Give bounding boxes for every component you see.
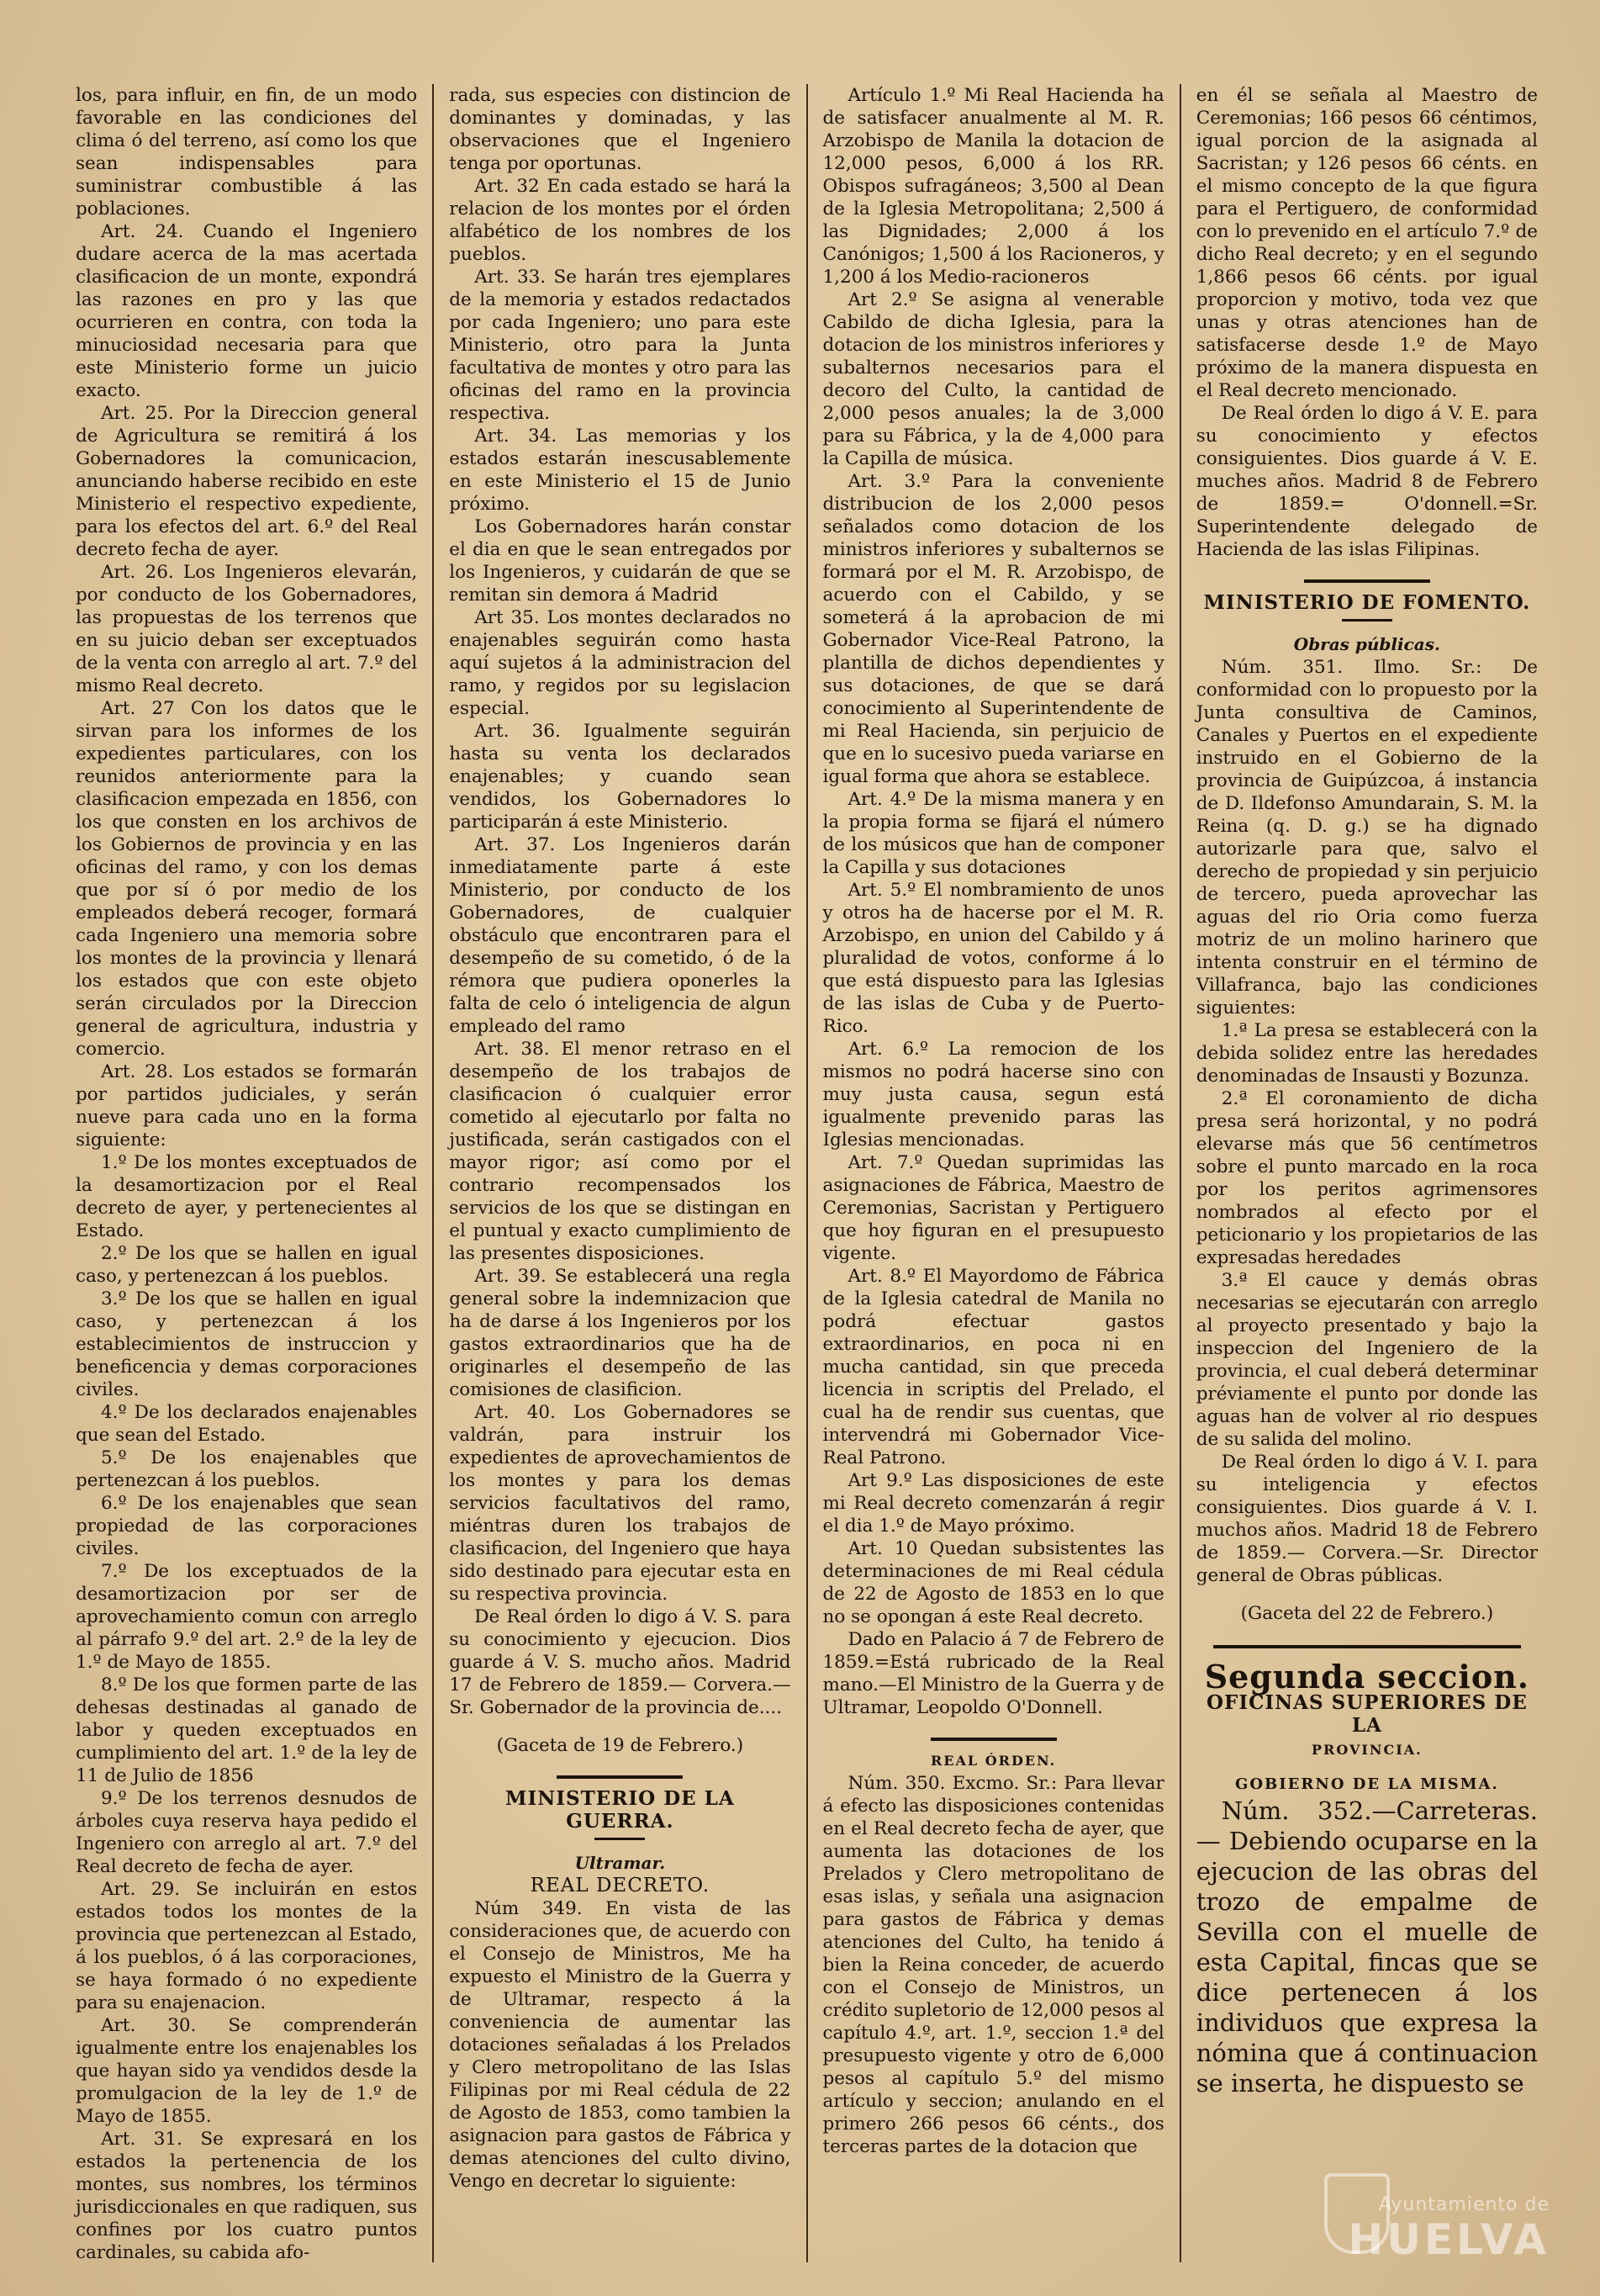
column-3-paragraphs-a [823,84,1164,1719]
gaceta-note-2: (Gaceta del 22 de Febrero.) [1240,1603,1494,1624]
paragraph: Art. 7.º Quedan suprimidas las asignaciones de Fábrica, Maestro de Ceremonias, Sacristan y Pertiguero que hoy figuran en el presupuesto vigente. [822,1152,1164,1264]
paragraph: Art 2.º Se asigna al venerable Cabildo de dicha Iglesia, para la dotacion de los ministros inferiores y subalternos necesarios para el decoro del Culto, la cantidad de 2,000 pesos anuales; la de 3,000 para su Fábrica, y la de 4,000 para la Capilla de música. [822,289,1164,469]
column-3-paragraphs-b [823,1772,1164,2158]
divider [557,1775,683,1779]
paragraph: Art. 30. Se comprenderán igualmente entre los enajenables los que hayan sido ya vendidos desde la promulgacion de la ley de 1.º de Mayo de 1855. [76,2015,418,2127]
paragraph: Art 9.º Las disposiciones de este mi Real decreto comenzarán á regir el dia 1.º de Mayo próximo. [822,1470,1164,1537]
paragraph: Art 35. Los montes declarados no enajenables seguirán como hasta aquí sujetos á la administracion del ramo, y regidos por su legislacion especial. [449,607,791,719]
paragraph: Dado en Palacio á 7 de Febrero de 1859.=Está rubricado de la Real mano.—El Ministro de la Guerra y de Ultramar, Leopoldo O'Donnell. [822,1629,1164,1718]
paragraph: Núm 349. En vista de las consideraciones que, de acuerdo con el Consejo de Ministros, Me ha expuesto el Ministro de la Guerra y de Ultramar, respecto á la conveniencia de aumentar las dotaciones señaladas á los Prelados y Clero metropolitano de las Islas Filipinas por mi Real cédula de 22 de Agosto de 1853, como tambien la asignacion para gastos de Fábrica y demas atenciones del culto divino, Vengo en decretar lo siguiente: [449,1898,791,2192]
watermark-big: HUELVA [1348,2215,1550,2264]
paragraph: Art. 10 Quedan subsistentes las determinaciones de mi Real cédula de 22 de Agosto de 1853 en lo que no se opongan á este Real decreto. [822,1538,1164,1627]
gaceta-note-1: (Gaceta de 19 de Febrero.) [496,1735,744,1756]
column-2-paragraphs-a [449,84,790,1719]
paragraph: Art. 27 Con los datos que le sirvan para los informes de los expedientes particulares, con los reunidos anteriormente para la clasificacion empezada en 1856, con los que consten en los archivos de los Gobiernos de provincia y en las oficinas del ramo, y con los demas que por sí ó por medio de los empleados deberá recoger, formará cada Ingeniero una memoria sobre los montes de la provincia y llenará los estados que con este objeto serán circulados por la Direccion general de agricultura, industria y comercio. [76,698,418,1060]
paragraph: Art. 28. Los estados se formarán por partidos judiciales, y serán nueve para cada uno en la forma siguiente: [76,1061,418,1151]
paragraph: Art. 37. Los Ingenieros darán inmediatamente parte á este Ministerio, por conducto de los Gobernadores, de cualquier obstáculo que encontraren para el desempeño de su cometido, ó de la rémora que pudiera oponerles la falta de celo ó inteligencia de algun empleado del ramo [449,834,791,1037]
paragraph: 1.ª La presa se establecerá con la debida solidez entre las heredades denominadas de Insausti y Bozunza. [1196,1020,1538,1087]
column-2 [434,84,807,2262]
column-4-paragraphs-a [1196,84,1538,561]
paragraph: 4.º De los declarados enajenables que sean del Estado. [76,1402,418,1446]
paragraph: Art. 3.º Para la conveniente distribucion de los 2,000 pesos señalados como dotacion de los ministros inferiores y subalternos se formará por el M. R. Arzobispo, de acuerdo con el Cabildo, y se someterá á la aprobacion de mi Gobernador Vice-Real Patrono, la plantilla de dichos dependientes y sus dotaciones, de que se dará conocimiento al Superintendente de mi Real Hacienda, sin perjuicio de que en lo sucesivo pueda variarse en igual forma que ahora se establece. [822,471,1164,787]
paragraph: Artículo 1.º Mi Real Hacienda ha de satisfacer anualmente al M. R. Arzobispo de Manila la dotacion de 12,000 pesos, 6,000 á los RR. Obispos sufragáneos; 3,500 al Dean de la Iglesia Metropolitana; 2,500 á las Dignidades; 2,000 á los Canónigos; 1,500 á los Racioneros, y 1,200 á los Medio-racioneros [822,85,1164,288]
column-4 [1181,84,1553,2262]
paragraph: 1.º De los montes exceptuados de la desamortizacion por el Real decreto de ayer, y pertenecientes al Estado. [76,1152,418,1241]
paragraph: en él se señala al Maestro de Ceremonias; 166 pesos 66 céntimos, igual porcion de la asignada al Sacristan; y 126 pesos 66 cénts. en el mismo concepto de la que figura para el Pertiguero, de conformidad con lo prevenido en el artículo 7.º de dicho Real decreto; y en el segundo 1,866 pesos 66 cénts. por igual proporcion y motivo, toda vez que unas y otras atenciones han de satisfacerse desde 1.º de Mayo próximo de la manera dispuesta en el Real decreto mencionado. [1196,85,1538,401]
paragraph: De Real órden lo digo á V. E. para su conocimiento y efectos consiguientes. Dios guarde á V. E. muches años. Madrid 8 de Febrero de 1859.= O'donnell.=Sr. Superintendente delegado de Hacienda de las islas Filipinas. [1196,403,1538,560]
column-3 [808,84,1181,2262]
paragraph: Art. 34. Las memorias y los estados estarán inescusablemente en este Ministerio el 15 de Junio próximo. [449,426,791,515]
paragraph: 2.º De los que se hallen en igual caso, y pertenezcan á los pueblos. [76,1243,418,1287]
paragraph: los, para influir, en fin, de un modo favorable en las condiciones del clima ó del terreno, así como los que sean indispensables para suministrar combustible á las poblaciones. [76,85,418,220]
watermark-small: Ayuntamiento de [1378,2194,1550,2215]
text-columns [61,84,1553,2262]
watermark [1348,2194,1550,2264]
column-2-paragraphs-b [449,1897,790,2193]
paragraph: 3.º De los que se hallen en igual caso, y pertenezcan á los establecimientos de instruccion y beneficencia y demas corporaciones civiles. [76,1288,418,1400]
paragraph: Art. 31. Se expresará en los estados la pertenencia de los montes, sus nombres, los términos jurisdiccionales en que radiquen, sus confines por los cuatro puntos cardinales, su cabida afo- [76,2129,418,2262]
paragraph: 8.º De los que formen parte de las dehesas destinadas al ganado de labor y queden exceptuados en cumplimiento del art. 1.º de la ley de 11 de Julio de 1856 [76,1674,418,1786]
paragraph: Los Gobernadores harán constar el dia en que le sean entregados por los Ingenieros, y cuidarán de que se remitan sin demora á Madrid [449,516,791,606]
provincia-heading: PROVINCIA. [1312,1742,1423,1758]
carreteras-notice: Núm. 352.—Carreteras.— Debiendo ocuparse en la ejecucion de las obras del trozo de empalme de Sevilla con el muelle de esta Capital, fincas que se dice pertenecen á los individuos que expresa la nómina que á continuacion se inserta, he dispuesto se [1196,1796,1538,2098]
divider-short [1342,619,1392,622]
paragraph: Art. 36. Igualmente seguirán hasta su venta los declarados enajenables; y cuando sean vendidos, los Gobernadores lo participarán á este Ministerio. [449,721,791,833]
oficinas-heading: OFICINAS SUPERIORES DE LA [1206,1691,1528,1737]
paragraph: 7.º De los exceptuados de la desamortizacion por ser de aprovechamiento comun con arreglo al párrafo 9.º del art. 2.º de la ley de 1.º de Mayo de 1855. [76,1561,418,1673]
ultramar-subheading: Ultramar. [574,1853,666,1873]
paragraph: Art. 39. Se establecerá una regla general sobre la indemnizacion que ha de darse á los Ingenieros por los gastos extraordinarios que ha de originarles el desempeño de las comisiones de clasificion. [449,1266,791,1400]
paragraph: 9.º De los terrenos desnudos de árboles cuya reserva haya pedido el Ingeniero con arreglo al art. 7.º del Real decreto de fecha de ayer. [76,1788,418,1877]
divider [931,1738,1057,1741]
column-1 [61,84,434,2262]
paragraph: Art. 32 En cada estado se hará la relacion de los montes por el órden alfabético de los nombres de los pueblos. [449,176,791,265]
paragraph: Art. 8.º El Mayordomo de Fábrica de la Iglesia catedral de Manila no podrá efectuar gastos extraordinarios, en poca ni en mucha cantidad, sin que preceda licencia in scriptis del Prelado, el cual ha de rendir sus cuentas, que intervendrá mi Gobernador Vice-Real Patrono. [822,1266,1164,1468]
paragraph: De Real órden lo digo á V. S. para su conocimiento y ejecucion. Dios guarde á V. S. mucho años. Madrid 17 de Febrero de 1859.— Corvera.— Sr. Gobernador de la provincia de.... [449,1606,791,1718]
real-orden-heading: REAL ÓRDEN. [931,1753,1057,1769]
paragraph: 2.ª El coronamiento de dicha presa será horizontal, y no podrá elevarse más que 56 centímetros sobre el punto marcado en la roca por los peritos agrimensores nombrados al efecto por el peticionario y los propietarios de las expresadas heredades [1196,1088,1538,1268]
paragraph: 3.ª El cauce y demás obras necesarias se ejecutarán con arreglo al proyecto presentado y bajo la inspeccion del Ingeniero de la provincia, el cual deberá determinar préviamente el punto por donde las aguas han de volver al rio despues de su salida del molino. [1196,1270,1538,1450]
obras-publicas-subheading: Obras públicas. [1293,634,1440,654]
segunda-seccion-title: Segunda seccion. [1204,1658,1530,1696]
paragraph: Art. 4.º De la misma manera y en la propia forma se fijará el número de los músicos que han de componer la Capilla y sus dotaciones [822,789,1164,878]
paragraph: Art. 40. Los Gobernadores se valdrán, para instruir los expedientes de aprovechamientos de los montes y para los demas servicios facultativos del ramo, miéntras duren los trabajos de clasificacion, del Ingeniero que haya sido destinado para ejecutar esta en su respectiva provincia. [449,1402,791,1605]
real-decreto-heading: REAL DECRETO. [530,1875,710,1897]
paragraph: 5.º De los enajenables que pertenezcan á los pueblos. [76,1447,418,1491]
divider-full [1213,1645,1521,1648]
paragraph: Art. 33. Se harán tres ejemplares de la memoria y estados redactados por cada Ingeniero; uno para este Ministerio, otro para la Junta facultativa de montes y otro para las oficinas del ramo en la provincia respectiva. [449,267,791,424]
paragraph: De Real órden lo digo á V. I. para su inteligencia y efectos consiguientes. Dios guarde á V. I. muchos años. Madrid 18 de Febrero de 1859.— Corvera.—Sr. Director general de Obras públicas. [1196,1452,1538,1586]
paragraph: Art. 6.º La remocion de los mismos no podrá hacerse sino con muy justa causa, segun está igualmente prevenido paras las Iglesias mencionadas. [822,1039,1164,1151]
column-4-paragraphs-b [1196,656,1538,1587]
paragraph: Art. 38. El menor retraso en el desempeño de los trabajos de clasificacion ó cualquier error cometido al ejecutarlo por falta no justificada, serán castigados con el mayor rigor; así como por el contrario recompensados los servicios de los que se distingan en el puntual y exacto cumplimiento de las presentes disposiciones. [449,1039,791,1264]
ministerio-fomento-heading: MINISTERIO DE FOMENTO. [1203,591,1531,614]
divider [1304,579,1430,583]
paragraph: Núm. 351. Ilmo. Sr.: De conformidad con lo propuesto por la Junta consultiva de Caminos, Canales y Puertos en el expediente instruido en el Gobierno de la provincia de Guipúzcoa, á instancia de D. Ildefonso Amundarain, S. M. la Reina (q. D. g.) se ha dignado autorizarle para que, salvo el derecho de propiedad y sin perjuicio de tercero, pueda aprovechar las aguas del rio Oria como fuerza motriz de un molino harinero que intenta construir en el término de Villafranca, bajo las condiciones siguientes: [1196,657,1538,1018]
divider-short [594,1838,645,1840]
paragraph: Art. 25. Por la Direccion general de Agricultura se remitirá á los Gobernadores la comunicacion, anunciando haberse recibido en este Ministerio el respectivo expediente, para los efectos del art. 6.º del Real decreto fecha de ayer. [76,403,418,560]
paragraph: 6.º De los enajenables que sean propiedad de las corporaciones civiles. [76,1493,418,1559]
paragraph: Núm. 350. Excmo. Sr.: Para llevar á efecto las disposiciones contenidas en el Real decreto fecha de ayer, que aumenta las dotaciones de los Prelados y Clero metropolitano de esas islas, y señala una asignacion para gastos de Fábrica y demas atenciones del Culto, ha tenido á bien la Reina conceder, de acuerdo con el Consejo de Ministros, un crédito supletorio de 12,000 pesos al capítulo 4.º, art. 1.º, seccion 1.ª del presupuesto vigente y otro de 6,000 pesos al capítulo 5.º del mismo artículo y seccion; anulando en el primero 266 pesos 66 cénts., dos terceras partes de la dotacion que [822,1773,1164,2157]
gobierno-heading: GOBIERNO DE LA MISMA. [1235,1775,1499,1793]
paragraph: Art. 26. Los Ingenieros elevarán, por conducto de los Gobernadores, las propuestas de los terrenos que en su juicio deban ser exceptuados de la venta con arreglo al art. 7.º del mismo Real decreto. [76,562,418,696]
ministerio-guerra-heading: MINISTERIO DE LA GUERRA. [505,1787,735,1833]
paragraph: Art. 29. Se incluirán en estos estados todos los montes de la provincia que pertenezcan al Estado, á los pueblos, ó á las corporaciones, se haya formado ó no expediente para su enajenacion. [76,1879,418,2013]
paragraph: rada, sus especies con distincion de dominantes y dominadas, y las observaciones que el Ingeniero tenga por oportunas. [449,85,791,174]
paragraph: Art. 24. Cuando el Ingeniero dudare acerca de la mas acertada clasificacion de un monte, expondrá las razones en pro y las que ocurrieren en contra, con toda la minuciosidad necesaria para que este Ministerio forme un juicio exacto. [76,221,418,401]
paragraph: Art. 5.º El nombramiento de unos y otros ha de hacerse por el M. R. Arzobispo, en union del Cabildo y á pluralidad de votos, conforme á lo que está dispuesto para las Iglesias de las islas de Cuba y de Puerto-Rico. [822,880,1164,1037]
column-1-paragraphs [76,84,417,2262]
